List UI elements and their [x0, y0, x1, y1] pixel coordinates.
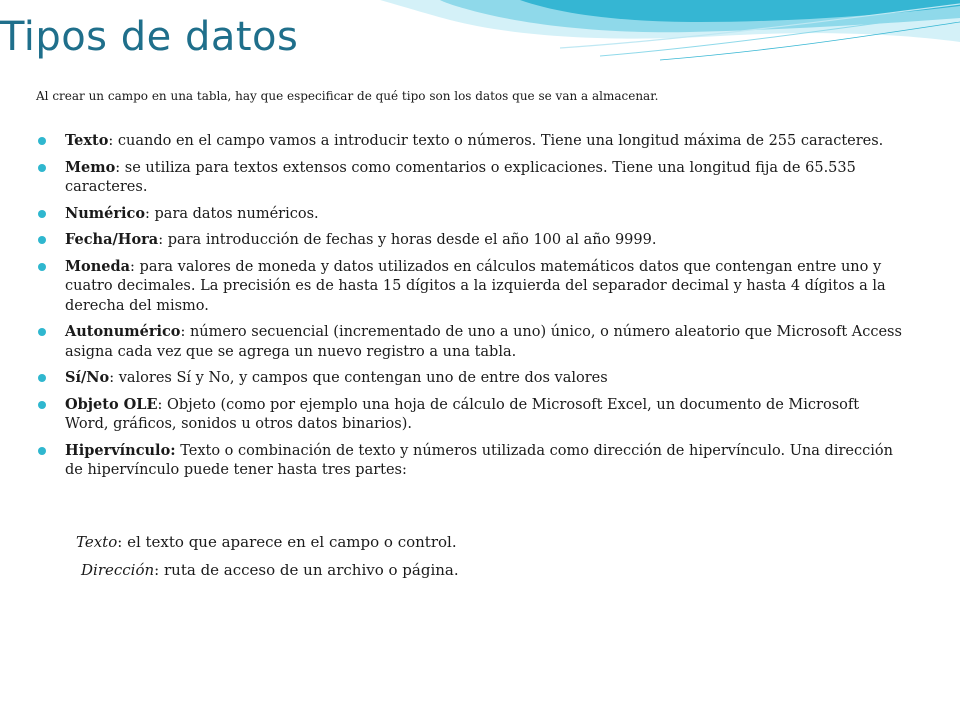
list-item-fecha-hora — [36, 230, 906, 251]
list-item-moneda — [36, 257, 906, 317]
list-item-memo — [36, 158, 906, 198]
bullet-icon — [38, 164, 46, 172]
item-term: Fecha/Hora — [65, 231, 159, 248]
list-item-texto — [36, 131, 906, 152]
item-term: Objeto OLE — [65, 395, 158, 413]
item-term: Sí/No — [65, 369, 110, 386]
item-separator: : — [157, 396, 163, 413]
item-term: Texto — [65, 132, 109, 149]
bullet-icon — [38, 328, 46, 336]
item-separator: : — [130, 258, 135, 275]
item-text: Texto o combinación de texto y números utilizada como dirección de hipervínculo. Una dirección de hipervínculo puede tener hasta tres partes: — [65, 442, 893, 478]
item-separator: : — [180, 324, 186, 340]
list-item-hipervinculo — [36, 441, 906, 481]
item-text: para datos numéricos. — [149, 205, 319, 222]
item-text: para valores de moneda y datos utilizados en cálculos matemáticos datos que contengan entre uno y cuatro decimales. La precisión es de hasta 15 dígitos a la izquierda del separador decimal y hasta 4 dígitos a la derecha del mismo. — [65, 258, 886, 314]
item-text: número secuencial (incrementado de uno a uno) único, o número aleatorio que Microsoft Access asigna cada vez que se agrega un nuevo registro a una tabla. — [65, 324, 902, 360]
item-text: Objeto (como por ejemplo una hoja de cálculo de Microsoft Excel, un documento de Microsoft Word, gráficos, sonidos u otros datos binarios). — [65, 396, 860, 432]
list-item-si-no — [36, 368, 906, 389]
subitem-texto — [76, 532, 457, 552]
bullet-icon — [38, 447, 46, 455]
item-term: Autonumérico — [65, 323, 181, 340]
item-term: Hipervínculo: — [65, 441, 176, 459]
slide-title: Tipos de datos — [0, 14, 299, 60]
intro-text: Al crear un campo en una tabla, hay que especificar de qué tipo son los datos que se van a almacenar. — [36, 89, 659, 103]
subitem-label: Texto — [76, 533, 118, 551]
item-separator: : — [109, 370, 115, 386]
item-term: Memo — [65, 158, 116, 176]
bullet-icon — [38, 210, 46, 218]
list-item-objeto-ole — [36, 395, 906, 435]
item-term: Moneda — [65, 257, 131, 275]
item-separator: : — [158, 232, 164, 248]
subitem-direccion — [81, 560, 459, 580]
item-term: Numérico — [65, 204, 146, 222]
item-text: valores Sí y No, y campos que contengan uno de entre dos valores — [114, 370, 608, 386]
list-item-numerico — [36, 204, 906, 225]
list-item-autonumerico — [36, 322, 906, 362]
subitem-label: Dirección — [81, 561, 155, 579]
bullet-icon — [38, 263, 46, 271]
subitem-text: : el texto que aparece en el campo o control. — [117, 533, 457, 551]
item-separator: : — [145, 205, 150, 222]
item-separator: : — [108, 133, 114, 149]
item-text: se utiliza para textos extensos como comentarios o explicaciones. Tiene una longitud fija de 65.535 caracteres. — [65, 159, 856, 195]
item-text: cuando en el campo vamos a introducir texto o números. Tiene una longitud máxima de 255 caracteres. — [113, 133, 884, 149]
bullet-icon — [38, 401, 46, 409]
item-text: para introducción de fechas y horas desde el año 100 al año 9999. — [163, 232, 657, 248]
subitem-text: : ruta de acceso de un archivo o página. — [154, 561, 459, 579]
bullet-icon — [38, 236, 46, 244]
bullet-icon — [38, 137, 46, 145]
bullet-icon — [38, 374, 46, 382]
item-separator: : — [115, 159, 121, 176]
data-type-list — [36, 131, 906, 487]
